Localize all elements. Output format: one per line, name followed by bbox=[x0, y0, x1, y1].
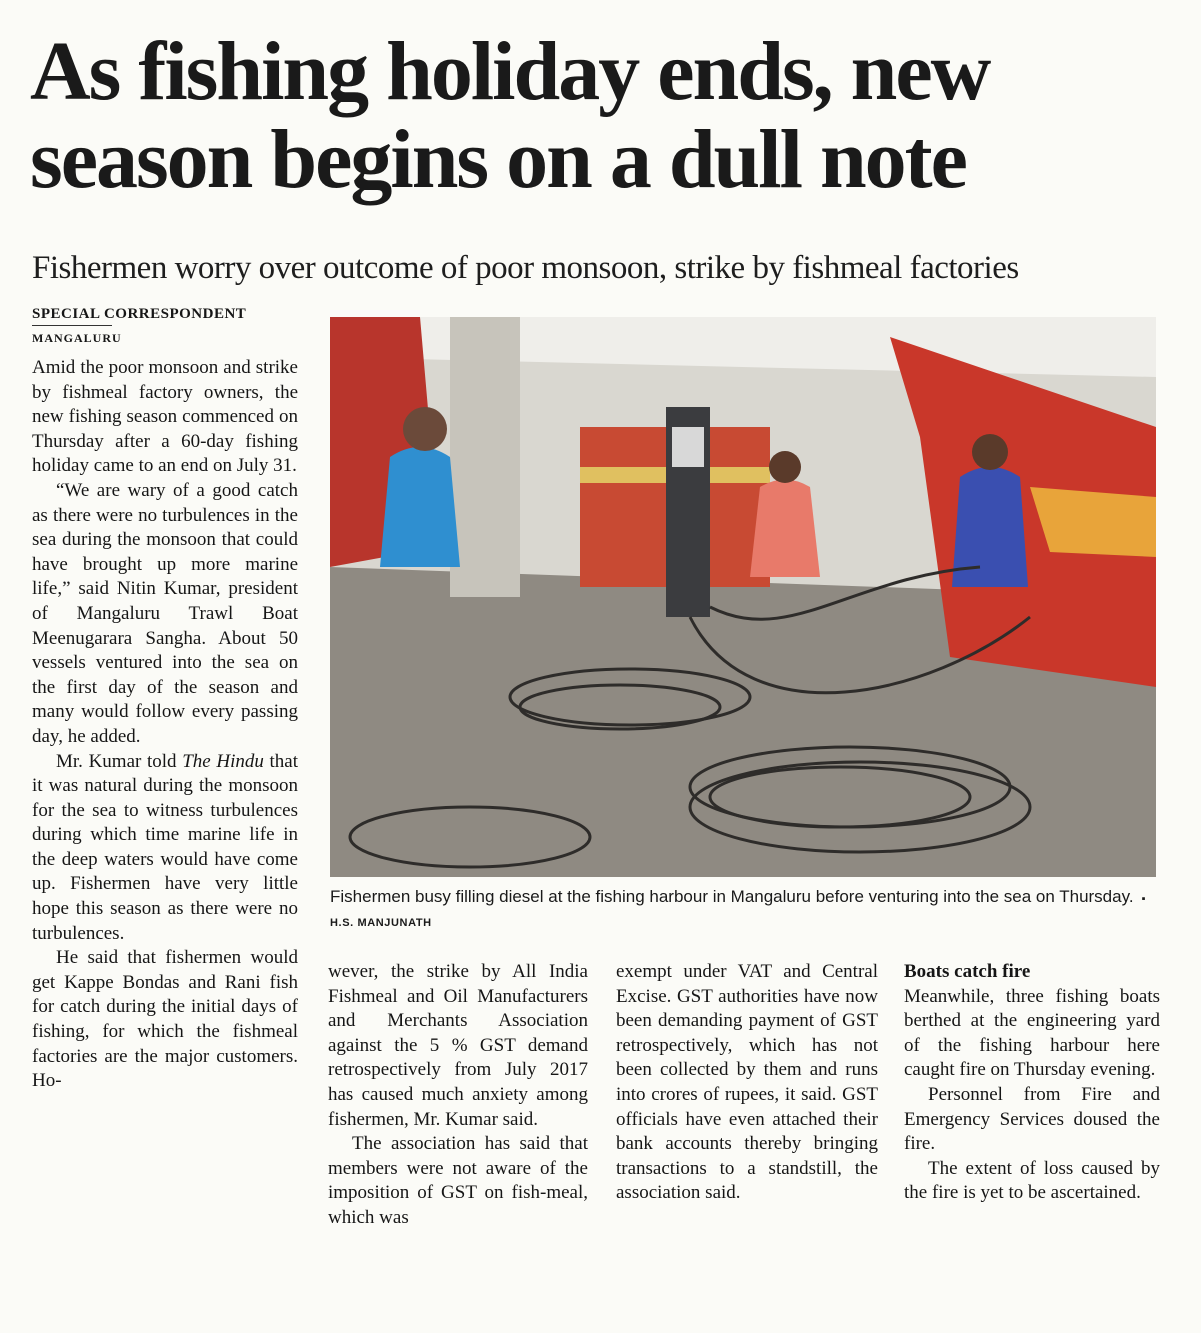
paragraph-4-continued: wever, the strike by All India Fishmeal and Oil Manufacturers and Merchants Association against the 5 % GST demand retrospectively from July 2017 has caused much anxiety among fishermen, Mr. Kumar said. bbox=[328, 961, 588, 1130]
paragraph-4: He said that fishermen would get Kappe Bondas and Rani fish for catch during the initial days of fishing, for which the fishmeal factories are the major customers. Ho- bbox=[32, 947, 298, 1092]
headline-line-1: As fishing holiday ends, new bbox=[30, 25, 990, 118]
paragraph-1: Amid the poor monsoon and strike by fishmeal factory owners, the new fishing season commenced on Thursday after a 60-day fishing holiday came to an end on July 31. bbox=[32, 357, 298, 477]
paragraph-6: Meanwhile, three fishing boats berthed at the engineering yard of the fishing harbour here caught fire on Thursday evening. bbox=[904, 985, 1160, 1081]
column-2 bbox=[328, 960, 588, 1231]
paragraph-5: The association has said that members were not aware of the imposition of GST on fish-meal, which was bbox=[328, 1133, 588, 1228]
paragraph-7: Personnel from Fire and Emergency Services doused the fire. bbox=[904, 1083, 1160, 1155]
paragraph-5-continued: exempt under VAT and Central Excise. GST authorities have now been demanding payment of GST retrospectively, which has not been collected by them and runs into crores of rupees, it said. GST officials have even attached their bank accounts thereby bringing transactions to a standstill, the association said. bbox=[616, 961, 878, 1204]
photo-credit: ▪ H.S. MANJUNATH bbox=[330, 893, 1147, 929]
column-4 bbox=[904, 960, 1160, 1206]
paragraph-2: “We are wary of a good catch as there were no turbulences in the sea during the monsoon that could have brought up more marine life,” said Nitin Kumar, president of Mangaluru Trawl Boat Meenugarara Sangha. About 50 vessels ventured into the sea on the first day of the season and many would follow every passing day, he added. bbox=[32, 479, 298, 747]
caption-text: Fishermen busy filling diesel at the fishing harbour in Mangaluru before venturing into the sea on Thursday. bbox=[330, 887, 1134, 906]
byline: SPECIAL CORRESPONDENT bbox=[32, 306, 247, 322]
paragraph-3-rest: that it was natural during the monsoon for the sea to witness turbulences during which time marine life in the deep waters would have come up. Fishermen have very little hope this season as there were no turbulences. bbox=[32, 750, 299, 944]
byline-rule bbox=[32, 325, 112, 326]
publication-name: The Hindu bbox=[182, 750, 264, 772]
section-subhead: Boats catch fire bbox=[904, 961, 1031, 982]
column-1 bbox=[32, 356, 298, 1094]
news-photo bbox=[330, 317, 1156, 877]
paragraph-3-start: Mr. Kumar told bbox=[56, 750, 183, 772]
photo-caption bbox=[330, 886, 1160, 934]
harbour-scene-illustration bbox=[330, 317, 1156, 877]
paragraph-3 bbox=[32, 750, 298, 947]
column-3 bbox=[616, 960, 878, 1206]
headline bbox=[30, 25, 1150, 206]
dateline: MANGALURU bbox=[32, 331, 122, 345]
paragraph-8: The extent of loss caused by the fire is yet to be ascertained. bbox=[904, 1157, 1160, 1204]
headline-line-2: season begins on a dull note bbox=[30, 113, 966, 206]
subheadline: Fishermen worry over outcome of poor monsoon, strike by fishmeal factories bbox=[32, 250, 1019, 286]
